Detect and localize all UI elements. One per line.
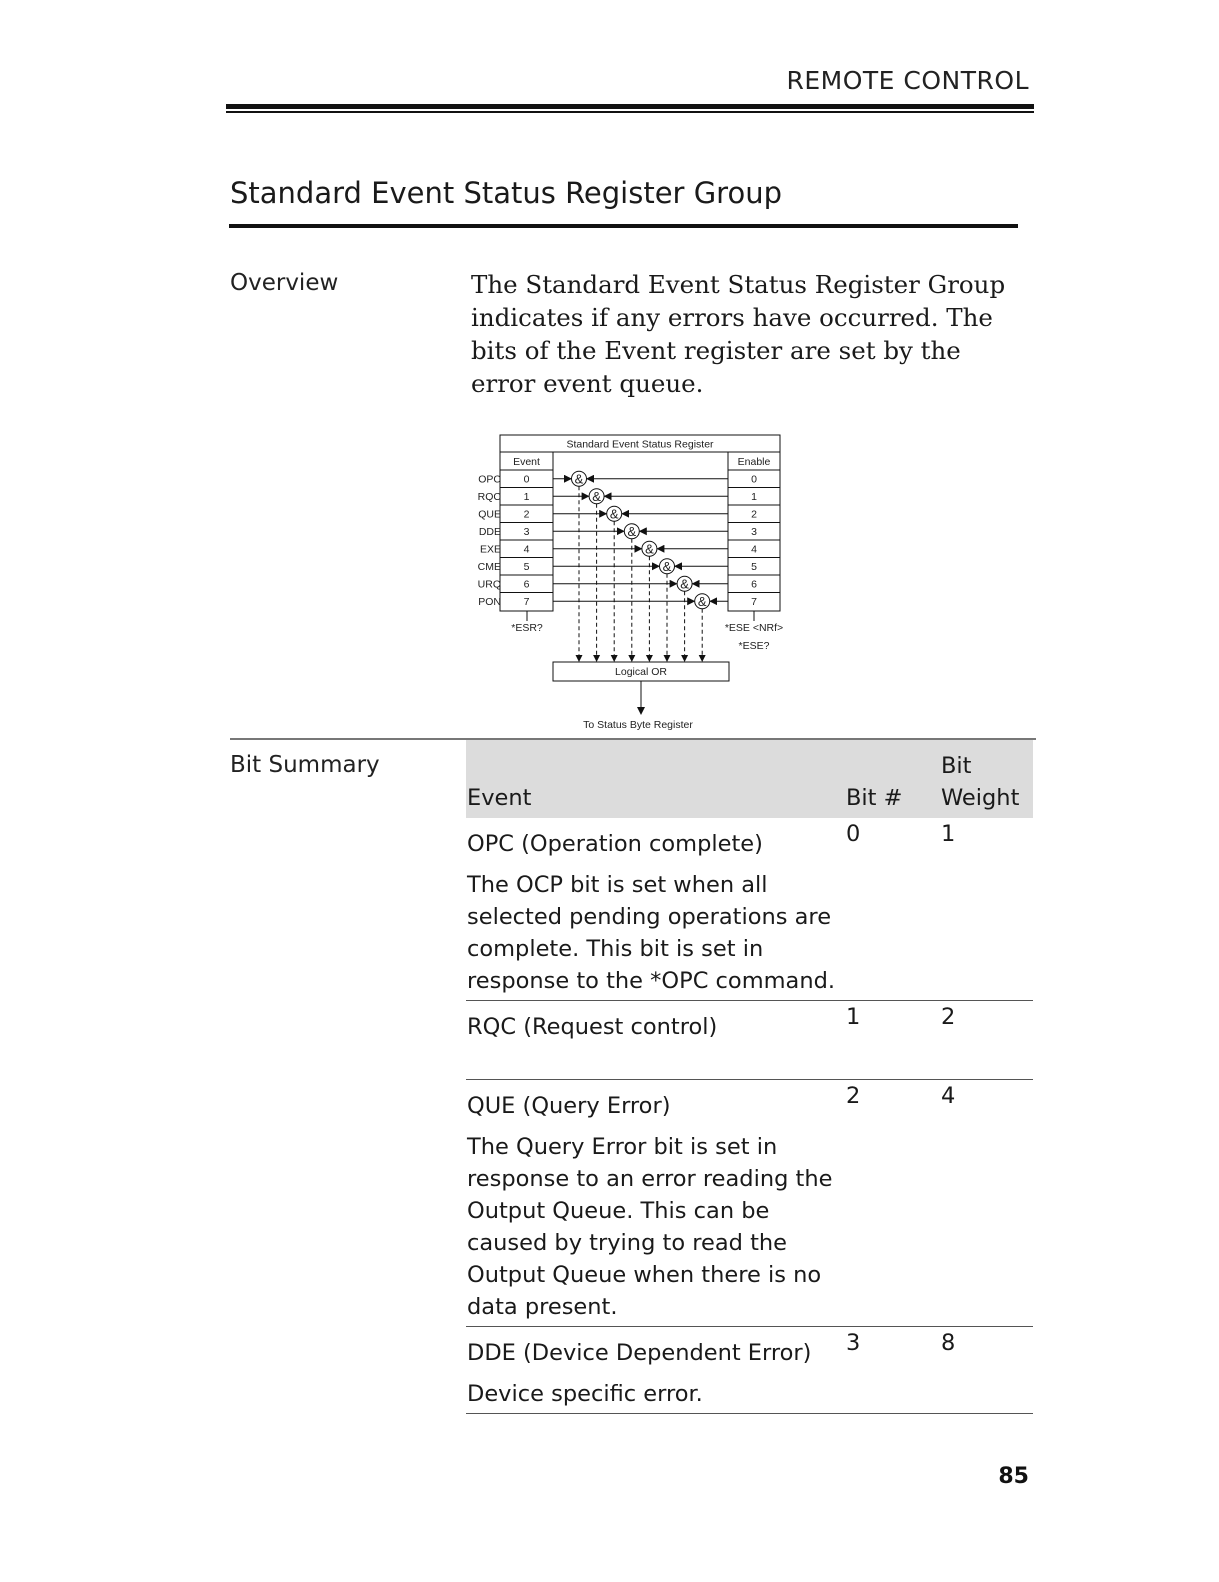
header-weight	[940, 740, 1033, 818]
esr-query-label: *ESR?	[511, 622, 543, 634]
enable-bit-7: 7	[751, 595, 757, 608]
overview-label: Overview	[230, 270, 339, 296]
event-bit-6: 6	[523, 578, 530, 591]
event-bit-0: 0	[523, 473, 530, 486]
output-label: To Status Byte Register	[583, 719, 693, 731]
enable-bit-5: 5	[751, 560, 757, 573]
bit-summary-label: Bit Summary	[230, 752, 380, 778]
register-diagram	[466, 428, 806, 734]
event-bit-4: 4	[523, 543, 530, 556]
table-row	[466, 818, 1033, 1001]
bit-label-rqc: RQC	[477, 490, 501, 503]
event-bit-2: 2	[523, 508, 530, 521]
event-name: RQC (Request control)	[467, 1014, 718, 1040]
event-description: The Query Error bit is set in response to an error reading the Output Queue. This can be caused by trying to read the Output Queue when there is no data present.	[467, 1134, 833, 1320]
or-input-arrow-4	[646, 655, 653, 662]
bit-weight: 2	[940, 1001, 1033, 1080]
enable-bit-6: 6	[751, 578, 757, 591]
header-bit: Bit #	[845, 740, 940, 818]
table-header-row	[466, 740, 1033, 818]
bit-number: 3	[845, 1327, 940, 1414]
bit-label-cme: CME	[477, 560, 501, 573]
and-symbol-2: &	[609, 506, 619, 522]
section-rule	[229, 224, 1018, 228]
and-symbol-7: &	[697, 593, 707, 609]
or-input-arrow-3	[628, 655, 635, 662]
or-input-arrow-2	[611, 655, 618, 662]
section-title: Standard Event Status Register Group	[230, 176, 782, 210]
and-symbol-3: &	[627, 523, 637, 539]
bit-summary-table	[466, 740, 1033, 1414]
or-input-arrow-7	[699, 655, 706, 662]
enable-bit-0: 0	[751, 473, 757, 486]
bit-weight: 1	[940, 818, 1033, 1001]
and-symbol-6: &	[680, 576, 689, 592]
bit-label-opc: OPC	[478, 473, 501, 486]
header-weight-line2: Weight	[941, 785, 1020, 811]
or-input-arrow-1	[593, 655, 600, 662]
diagram-title: Standard Event Status Register	[566, 438, 714, 451]
bit-label-dde: DDE	[478, 525, 501, 538]
logical-or-label: Logical OR	[615, 666, 667, 678]
bit-label-que: QUE	[478, 508, 501, 521]
bit-weight: 4	[940, 1080, 1033, 1327]
header-event: Event	[466, 740, 845, 818]
ese-query-label: *ESE?	[738, 640, 770, 652]
or-input-arrow-6	[681, 655, 688, 662]
bit-number: 2	[845, 1080, 940, 1327]
and-symbol-4: &	[645, 541, 654, 557]
page-number: 85	[998, 1464, 1029, 1489]
enable-bit-3: 3	[751, 525, 757, 538]
and-symbol-1: &	[592, 488, 601, 504]
or-input-arrow-5	[664, 655, 671, 662]
event-name: DDE (Device Dependent Error)	[467, 1340, 812, 1366]
enable-header: Enable	[737, 456, 771, 468]
ese-set-label: *ESE <NRf>	[724, 622, 784, 634]
event-header: Event	[513, 456, 540, 468]
bit-label-exe: EXE	[479, 543, 501, 556]
bit-label-pon: PON	[478, 595, 501, 608]
bit-weight: 8	[940, 1327, 1033, 1414]
and-symbol-5: &	[662, 558, 672, 574]
enable-bit-1: 1	[751, 490, 757, 503]
table-row	[466, 1327, 1033, 1414]
or-input-arrow-0	[576, 655, 583, 662]
bit-number: 0	[845, 818, 940, 1001]
bit-label-urq: URQ	[477, 578, 501, 591]
event-name: OPC (Operation complete)	[467, 831, 763, 857]
table-row	[466, 1001, 1033, 1080]
bit-number: 1	[845, 1001, 940, 1080]
header-rule	[226, 104, 1034, 109]
event-name: QUE (Query Error)	[467, 1093, 671, 1119]
running-header: REMOTE CONTROL	[786, 66, 1029, 95]
event-bit-3: 3	[523, 525, 530, 538]
table-row	[466, 1080, 1033, 1327]
event-description: Device specific error.	[467, 1381, 703, 1407]
event-bit-5: 5	[523, 560, 530, 573]
and-symbol-0: &	[574, 471, 584, 487]
enable-bit-4: 4	[751, 543, 757, 556]
enable-bit-2: 2	[751, 508, 757, 521]
overview-text: The Standard Event Status Register Group indicates if any errors have occurred. The bits of the Event register are set by the error event queue.	[471, 270, 1006, 398]
event-bit-7: 7	[523, 595, 530, 608]
header-weight-line1: Bit	[941, 753, 972, 779]
event-bit-1: 1	[523, 490, 530, 503]
header-rule-thin	[226, 111, 1034, 113]
event-description: The OCP bit is set when all selected pending operations are complete. This bit is set in response to the *OPC command.	[467, 872, 836, 994]
